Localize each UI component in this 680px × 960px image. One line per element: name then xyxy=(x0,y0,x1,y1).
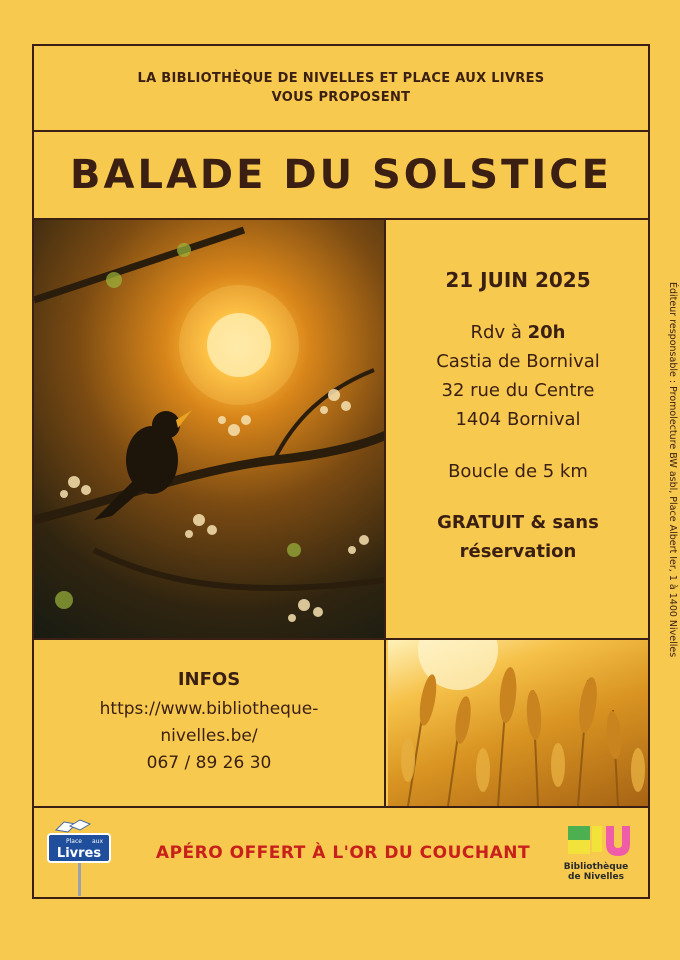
title-banner xyxy=(34,132,648,220)
place-logo-aux-text: aux xyxy=(92,838,104,845)
bibliotheque-logo-mark xyxy=(556,822,636,860)
event-details xyxy=(388,220,648,638)
poster-frame xyxy=(32,44,650,899)
venue-city: 1404 Bornival xyxy=(455,409,581,430)
website-link-line-1[interactable]: https://www.bibliotheque- xyxy=(99,699,319,719)
place-aux-livres-sign xyxy=(44,818,114,898)
venue-name: Castia de Bornival xyxy=(436,351,600,372)
rdv-prefix: Rdv à xyxy=(470,322,528,343)
bird-illustration xyxy=(34,220,386,638)
venue-street: 32 rue du Centre xyxy=(441,380,595,401)
infos-title: INFOS xyxy=(177,669,241,690)
wheat-illustration xyxy=(388,640,648,806)
loop-distance: Boucle de 5 km xyxy=(448,461,588,482)
event-title: BALADE DU SOLSTICE xyxy=(70,152,612,198)
wheat-field-photo xyxy=(388,640,648,806)
apero-announcement: APÉRO OFFERT À L'OR DU COUCHANT xyxy=(155,842,531,863)
intro-banner xyxy=(34,46,648,132)
infos-box xyxy=(34,640,386,806)
place-logo-small-text: Place xyxy=(66,838,82,845)
intro-line-2: VOUS PROPOSENT xyxy=(271,90,411,105)
bibliotheque-logo-text xyxy=(556,862,636,882)
place-aux-livres-logo xyxy=(44,818,114,898)
biblio-line-2: de Nivelles xyxy=(568,872,624,882)
rdv-time: 20h xyxy=(527,322,566,343)
place-logo-main-text: Livres xyxy=(56,846,102,861)
biblio-line-1: Bibliothèque xyxy=(563,862,629,872)
footer-banner xyxy=(34,808,648,897)
bird-sunset-photo xyxy=(34,220,386,638)
phone-number: 067 / 89 26 30 xyxy=(146,753,272,773)
middle-section xyxy=(34,220,648,640)
publisher-notice: Éditeur responsable : Promolecture BW asbl, Place Albert Ier, 1 à 1400 Nivelles xyxy=(667,282,678,658)
bottom-section xyxy=(34,640,648,808)
free-line-2: réservation xyxy=(459,541,577,562)
free-notice xyxy=(437,508,599,566)
website-link-line-2[interactable]: nivelles.be/ xyxy=(160,726,258,746)
event-date: 21 JUIN 2025 xyxy=(445,268,591,292)
intro-line-1: LA BIBLIOTHÈQUE DE NIVELLES ET PLACE AUX LIVRES xyxy=(137,71,545,86)
bibliotheque-nivelles-logo xyxy=(556,822,636,890)
rdv-line xyxy=(471,318,566,347)
free-line-1: GRATUIT & sans xyxy=(437,512,599,533)
